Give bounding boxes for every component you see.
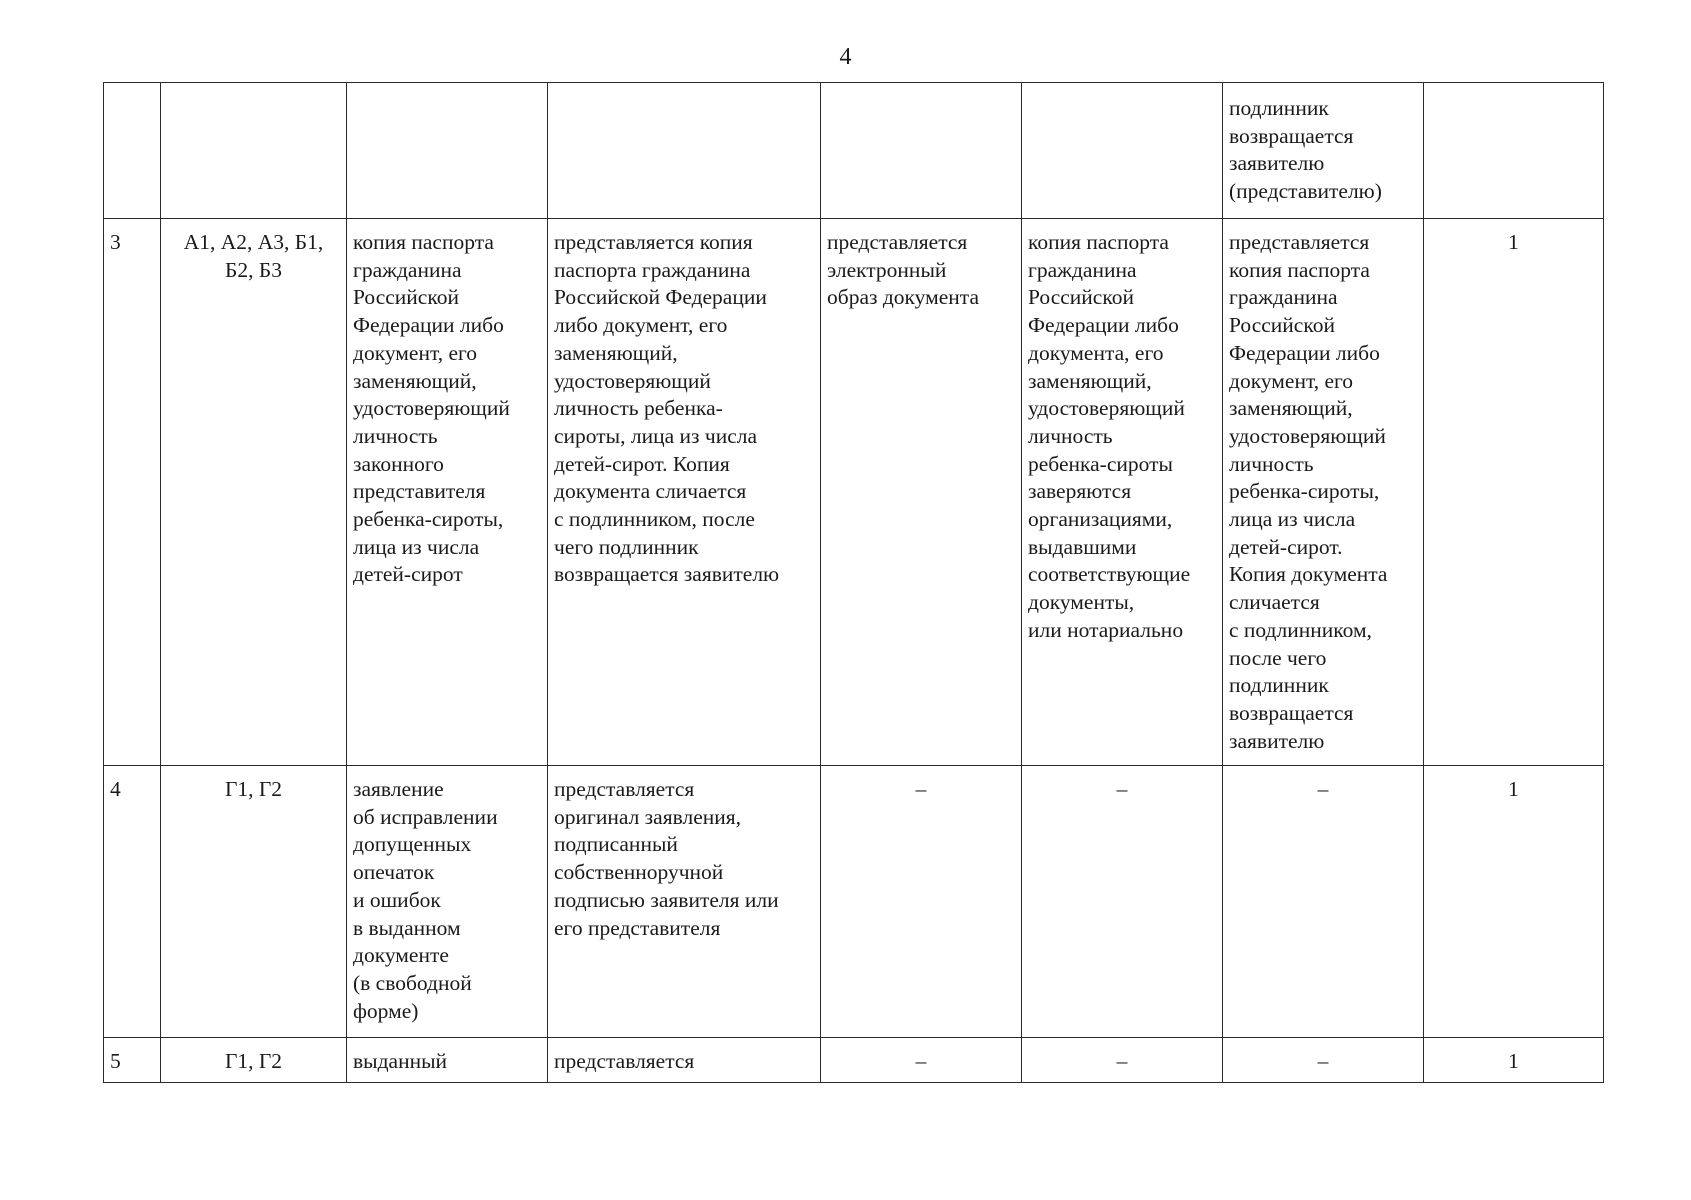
- cell-submission-requirements: представляется копия паспорта гражданина Российской Федерации либо документ, его заменяющий, удостоверяющий личность ребенка- сироты, лица из числа детей-сирот. Копия документа сличается с подлинником, после чего подлинник возвращается заявителю: [548, 219, 821, 766]
- cell-submission-requirements: представляется: [548, 1038, 821, 1083]
- cell-submission-requirements: представляется оригинал заявления, подписанный собственноручной подписью заявителя или его представителя: [548, 766, 821, 1038]
- cell-certification: –: [1022, 1038, 1223, 1083]
- cell-row-number: 3: [104, 219, 161, 766]
- cell-certification: [1022, 83, 1223, 219]
- page-number: 4: [839, 44, 852, 70]
- table-row: [104, 83, 1604, 219]
- cell-return-note: –: [1223, 766, 1424, 1038]
- cell-count: [1424, 83, 1604, 219]
- cell-applicant-categories: Г1, Г2: [161, 766, 347, 1038]
- cell-document-name: [347, 83, 548, 219]
- cell-document-name: копия паспорта гражданина Российской Федерации либо документ, его заменяющий, удостоверяющий личность законного представителя ребенка-сироты, лица из числа детей-сирот: [347, 219, 548, 766]
- cell-certification: –: [1022, 766, 1223, 1038]
- cell-count: 1: [1424, 219, 1604, 766]
- cell-document-name: выданный: [347, 1038, 548, 1083]
- table-row: [104, 766, 1604, 1038]
- cell-row-number: 4: [104, 766, 161, 1038]
- cell-count: 1: [1424, 1038, 1604, 1083]
- cell-count: 1: [1424, 766, 1604, 1038]
- cell-applicant-categories: [161, 83, 347, 219]
- documents-table: [103, 82, 1604, 1083]
- cell-return-note: –: [1223, 1038, 1424, 1083]
- cell-certification: копия паспорта гражданина Российской Федерации либо документа, его заменяющий, удостоверяющий личность ребенка-сироты заверяются организациями, выдавшими соответствующие документы, или нотариально: [1022, 219, 1223, 766]
- cell-return-note: представляется копия паспорта гражданина Российской Федерации либо документ, его заменяющий, удостоверяющий личность ребенка-сироты, лица из числа детей-сирот. Копия документа сличается с подлинником, после чего подлинник возвращается заявителю: [1223, 219, 1424, 766]
- cell-electronic-submission: –: [821, 766, 1022, 1038]
- cell-return-note: подлинник возвращается заявителю (представителю): [1223, 83, 1424, 219]
- cell-applicant-categories: Г1, Г2: [161, 1038, 347, 1083]
- cell-row-number: 5: [104, 1038, 161, 1083]
- table-row: [104, 219, 1604, 766]
- cell-electronic-submission: представляется электронный образ документа: [821, 219, 1022, 766]
- table-row: [104, 1038, 1604, 1083]
- cell-applicant-categories: А1, А2, А3, Б1, Б2, Б3: [161, 219, 347, 766]
- cell-document-name: заявление об исправлении допущенных опечаток и ошибок в выданном документе (в свободной форме): [347, 766, 548, 1038]
- cell-electronic-submission: –: [821, 1038, 1022, 1083]
- cell-submission-requirements: [548, 83, 821, 219]
- cell-row-number: [104, 83, 161, 219]
- cell-electronic-submission: [821, 83, 1022, 219]
